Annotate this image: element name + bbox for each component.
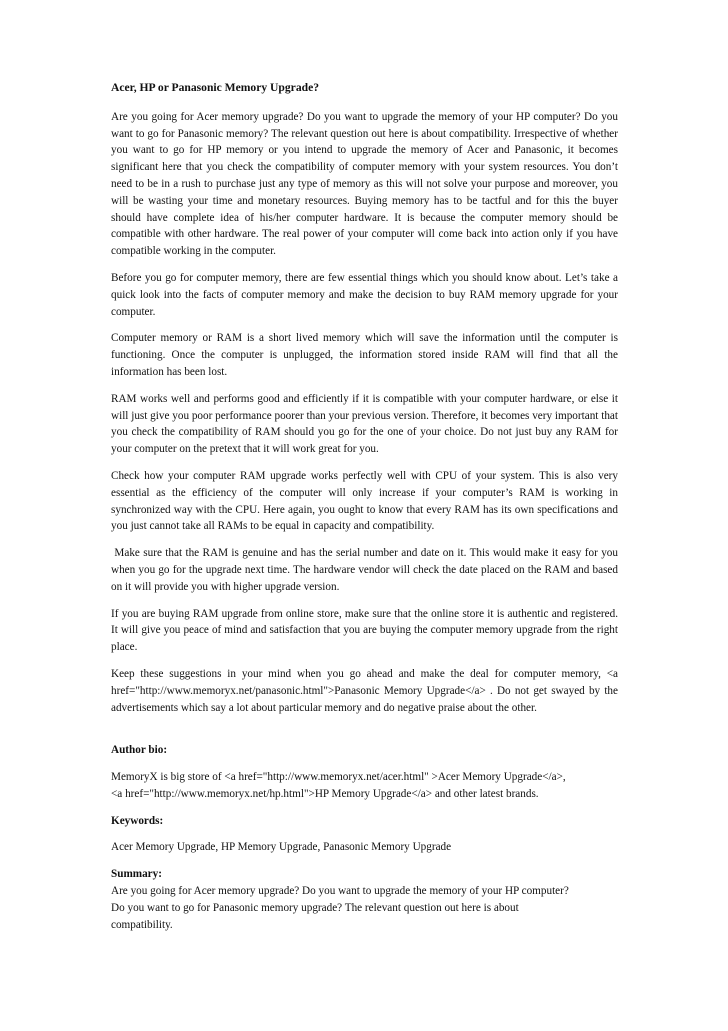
paragraph-ram-definition: Computer memory or RAM is a short lived memory which will save the information until the computer is functioning. Once the computer is unplugged, the information stored inside RAM will find that all the information has been lost. [111, 332, 621, 378]
keywords-text: Acer Memory Upgrade, HP Memory Upgrade, Panasonic Memory Upgrade [111, 841, 452, 854]
keywords-heading: Keywords: [111, 814, 164, 827]
author-bio-line-1: MemoryX is big store of <a href="http://www.memoryx.net/acer.html" >Acer Memory Upgrade</a>, [111, 771, 566, 784]
paragraph-genuine-ram: Make sure that the RAM is genuine and has the serial number and date on it. This would make it easy for you when you go for the upgrade next time. The hardware vendor will check the date placed on the RAM and based on it will provide you with higher upgrade version. [111, 547, 621, 593]
summary-line-3: compatibility. [111, 918, 173, 931]
paragraph-cpu-check: Check how your computer RAM upgrade works perfectly well with CPU of your system. This is also very essential as the efficiency of the computer will only increase if your computer’s RAM is working in synchronized way with the CPU. Here again, you ought to know that every RAM has its own specifications and you just cannot take all RAMs to be equal in capacity and compatibility. [111, 469, 621, 533]
author-bio-heading: Author bio: [111, 744, 168, 757]
summary-line-2: Do you want to go for Panasonic memory upgrade? The relevant question out here is about [111, 901, 519, 914]
document-title: Acer, HP or Panasonic Memory Upgrade? [111, 81, 320, 94]
summary-line-1: Are you going for Acer memory upgrade? Do you want to upgrade the memory of your HP computer? [111, 885, 569, 898]
paragraph-ram-compatibility: RAM works well and performs good and efficiently if it is compatible with your computer hardware, or else it will just give you poor performance poorer than your previous version. Therefore, it becomes very important that you check the compatibility of RAM should you go for the one of your choice. Do not just buy any RAM for your computer on the pretext that it will work great for you. [111, 392, 621, 456]
paragraph-suggestions: Keep these suggestions in your mind when you go ahead and make the deal for computer memory, <a href="http://www.memoryx.net/panasonic.html">Panasonic Memory Upgrade</a> . Do not get swayed by the advertisements which say a lot about particular memory and do negative praise about the other. [111, 667, 621, 714]
paragraph-before-you-go: Before you go for computer memory, there are few essential things which you should know about. Let’s take a quick look into the facts of computer memory and make the decision to buy RAM memory upgrade for your computer. [111, 271, 621, 318]
author-bio-text [111, 769, 618, 803]
section-spacer [111, 726, 618, 742]
author-bio-line-2: <a href="http://www.memoryx.net/hp.html">HP Memory Upgrade</a> and other latest brands. [111, 787, 539, 800]
document-page [111, 80, 621, 933]
summary-heading: Summary: [111, 868, 162, 881]
paragraph-online-store: If you are buying RAM upgrade from online store, make sure that the online store it is authentic and registered. It will give you peace of mind and satisfaction that you are buying the computer memory upgrade from the right place. [111, 607, 621, 654]
paragraph-intro: Are you going for Acer memory upgrade? Do you want to upgrade the memory of your HP computer? Do you want to go for Panasonic memory? The relevant question out here is about compatibility. Irrespective of whether you want to go for HP memory or you intend to upgrade the memory of Acer and Panasonic, it becomes significant here that you check the compatibility of computer memory with your system resources. You don’t need to be in a rush to purchase just any type of memory as this will not solve your purpose and moreover, you will be wasting your time and monetary resources. Buying memory has to be tactful and for this the buyer should have complete idea of his/her computer hardware. It is because the computer memory should be compatible with other hardware. The real power of your computer will come back into action only if you have compatible working in the computer. [111, 110, 621, 258]
